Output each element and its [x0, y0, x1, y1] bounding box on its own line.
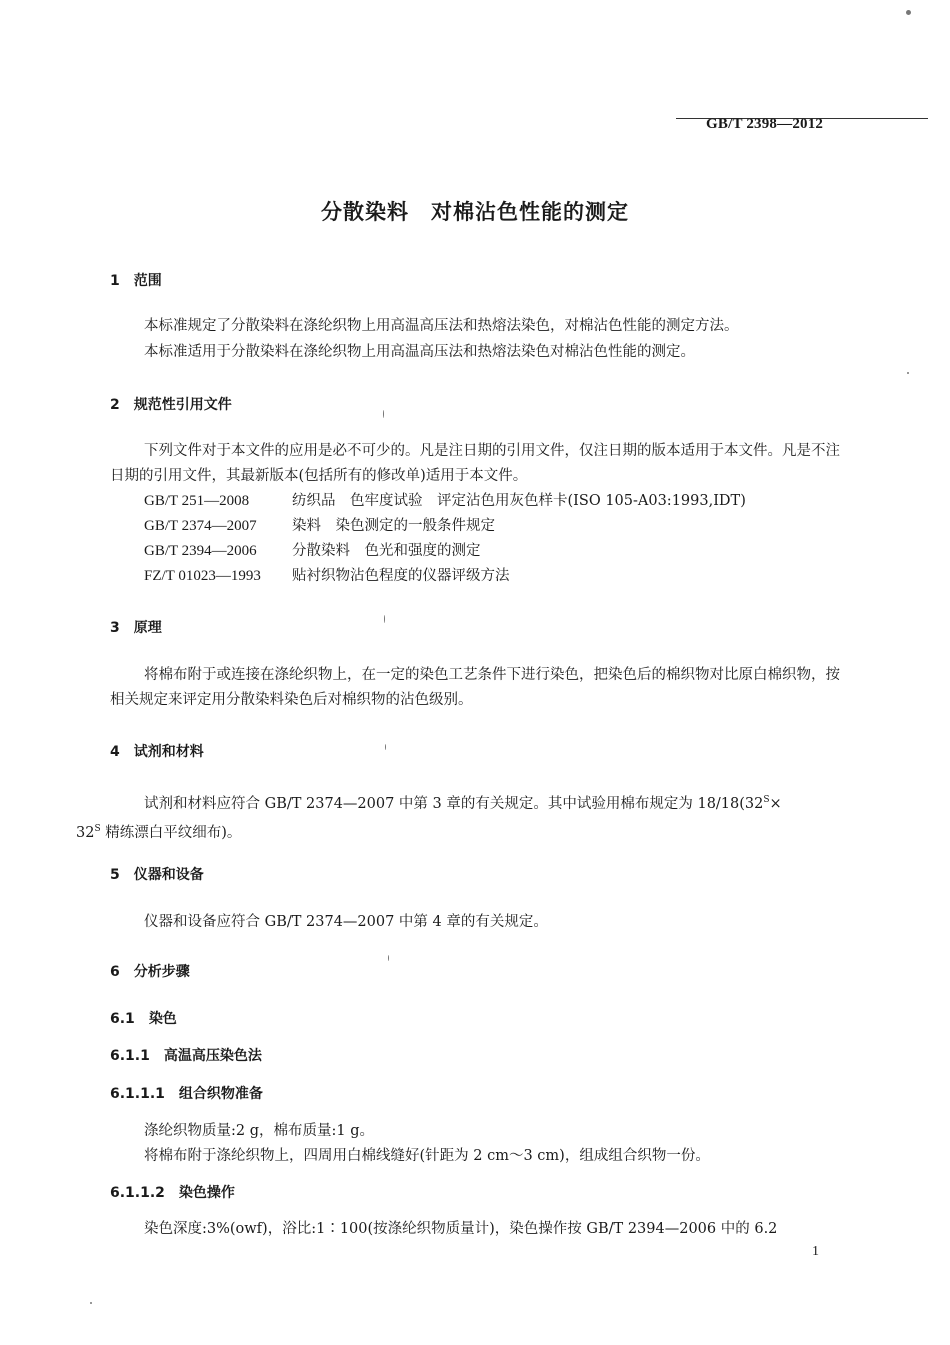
- superscript: S: [763, 795, 770, 805]
- reference-item: [144, 514, 495, 539]
- paragraph: 下列文件对于本文件的应用是必不可少的。凡是注日期的引用文件，仅注日期的版本适用于本文件。凡是不注日期的引用文件，其最新版本(包括所有的修改单)适用于本文件。: [110, 443, 840, 484]
- section-title: 仪器和设备: [133, 867, 204, 883]
- paragraph: [76, 788, 840, 846]
- scan-speck: [907, 372, 909, 374]
- section-heading-3: [110, 617, 162, 637]
- reference-title: 染料 染色测定的一般条件规定: [292, 518, 495, 534]
- paragraph: 染色深度:3%(owf)，浴比:1∶100(按涤纶织物质量计)，染色操作按 GB/T 2394—2006 中的 6.2: [144, 1221, 778, 1237]
- section-title: 范围: [133, 273, 162, 289]
- section-number: 2: [110, 397, 120, 413]
- subsection-heading-6-1: [110, 1008, 177, 1028]
- section-title: 染色操作: [178, 1185, 235, 1201]
- scan-speck: [388, 955, 389, 961]
- section-title: 组合织物准备: [178, 1086, 263, 1102]
- section-title: 染色: [148, 1011, 177, 1027]
- paragraph: 本标准规定了分散染料在涤纶织物上用高温高压法和热熔法染色，对棉沾色性能的测定方法。: [144, 318, 739, 334]
- reference-item: [144, 539, 481, 564]
- paragraph: 将棉布附于或连接在涤纶织物上，在一定的染色工艺条件下进行染色，把染色后的棉织物对比原白棉织物，按相关规定来评定用分散染料染色后对棉织物的沾色级别。: [110, 667, 840, 708]
- section-heading-2: [110, 394, 232, 414]
- section-heading-1: [110, 270, 162, 290]
- superscript: S: [94, 823, 101, 834]
- section-number: 6: [110, 964, 120, 980]
- text-run: 精练漂白平纹细布)。: [100, 824, 242, 841]
- reference-code: GB/T 2394—2006: [144, 543, 257, 559]
- scan-speck: [385, 744, 386, 750]
- section-heading-4: [110, 741, 204, 761]
- section-number: 1: [110, 273, 120, 289]
- scan-speck: [906, 10, 911, 15]
- section-title: 原理: [133, 620, 162, 636]
- reference-title: 贴衬织物沾色程度的仪器评级方法: [292, 568, 510, 584]
- paragraph: 涤纶织物质量:2 g，棉布质量:1 g。: [144, 1123, 375, 1139]
- reference-item: [144, 564, 510, 589]
- standard-code: GB/T 2398—2012: [706, 116, 824, 132]
- paragraph: 仪器和设备应符合 GB/T 2374—2007 中第 4 章的有关规定。: [144, 914, 548, 930]
- scan-speck: [383, 410, 384, 418]
- reference-code: FZ/T 01023—1993: [144, 568, 261, 584]
- section-number: 4: [110, 744, 120, 760]
- text-run: 试剂和材料应符合 GB/T 2374—2007 中第 3 章的有关规定。其中试验用棉布规定为 18/18(32: [144, 795, 764, 812]
- subsection-heading-6-1-1-1: [110, 1083, 263, 1103]
- section-heading-5: [110, 864, 204, 884]
- reference-code: GB/T 251—2008: [144, 493, 250, 509]
- section-heading-6: [110, 961, 190, 981]
- scan-speck: [384, 615, 385, 623]
- section-title: 分析步骤: [133, 964, 190, 980]
- section-number: 6.1.1.1: [110, 1086, 165, 1102]
- page-number: 1: [812, 1244, 819, 1259]
- paragraph: 将棉布附于涤纶织物上，四周用白棉线缝好(针距为 2 cm～3 cm)，组成组合织物一份。: [144, 1148, 710, 1164]
- text-run: ×: [769, 795, 782, 812]
- section-number: 5: [110, 867, 120, 883]
- reference-title: 分散染料 色光和强度的测定: [292, 543, 481, 559]
- scan-speck: [90, 1302, 92, 1304]
- section-number: 6.1.1.2: [110, 1185, 165, 1201]
- document-title: 分散染料 对棉沾色性能的测定: [321, 200, 629, 224]
- reference-title: 纺织品 色牢度试验 评定沾色用灰色样卡(ISO 105-A03:1993,IDT): [292, 493, 746, 509]
- section-title: 规范性引用文件: [133, 397, 232, 413]
- section-title: 试剂和材料: [133, 744, 204, 760]
- subsection-heading-6-1-1-2: [110, 1182, 235, 1202]
- paragraph: 本标准适用于分散染料在涤纶织物上用高温高压法和热熔法染色对棉沾色性能的测定。: [144, 344, 695, 360]
- reference-code: GB/T 2374—2007: [144, 518, 257, 534]
- text-run: 32: [76, 824, 95, 841]
- section-number: 3: [110, 620, 120, 636]
- section-number: 6.1: [110, 1011, 135, 1027]
- reference-item: [144, 489, 746, 514]
- subsection-heading-6-1-1: [110, 1045, 262, 1065]
- section-title: 高温高压染色法: [163, 1048, 262, 1064]
- section-number: 6.1.1: [110, 1048, 150, 1064]
